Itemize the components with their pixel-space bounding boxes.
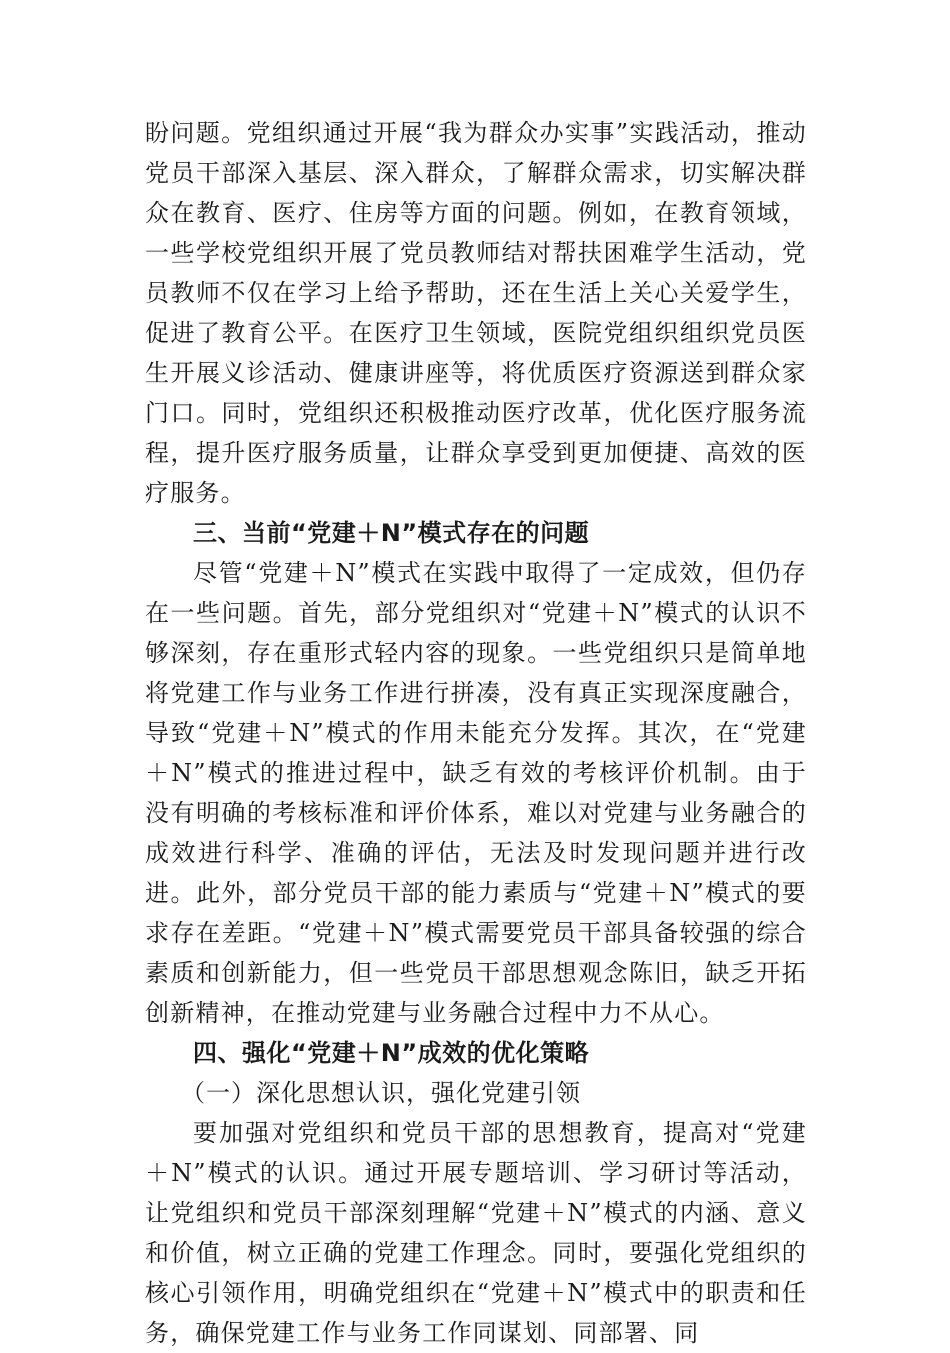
document-page [145,113,807,1353]
section-heading-problems: 三、当前“党建＋N”模式存在的问题 [193,519,590,547]
paragraph-problems: 尽管“党建＋N”模式在实践中取得了一定成效，但仍存在一些问题。首先，部分党组织对“党建＋N”模式的认识不够深刻，存在重形式轻内容的现象。一些党组织只是简单地将党建工作与业务工作进行拼凑，没有真正实现深度融合，导致“党建＋N”模式的作用未能充分发挥。其次，在“党建＋N”模式的推进过程中，缺乏有效的考核评价机制。由于没有明确的考核标准和评价体系，难以对党建与业务融合的成效进行科学、准确的评估，无法及时发现问题并进行改进。此外，部分党员干部的能力素质与“党建＋N”模式的要求存在差距。“党建＋N”模式需要党员干部具备较强的综合素质和创新能力，但一些党员干部思想观念陈旧，缺乏开拓创新精神，在推动党建与业务融合过程中力不从心。 [145,559,807,1027]
paragraph-public-service: 盼问题。党组织通过开展“我为群众办实事”实践活动，推动党员干部深入基层、深入群众，了解群众需求，切实解决群众在教育、医疗、住房等方面的问题。例如，在教育领域，一些学校党组织开展了党员教师结对帮扶困难学生活动，党员教师不仅在学习上给予帮助，还在生活上关心关爱学生，促进了教育公平。在医疗卫生领域，医院党组织组织党员医生开展义诊活动、健康讲座等，将优质医疗资源送到群众家门口。同时，党组织还积极推动医疗改革，优化医疗服务流程，提升医疗服务质量，让群众享受到更加便捷、高效的医疗服务。 [145,119,807,507]
paragraph-ideological-education: 要加强对党组织和党员干部的思想教育，提高对“党建＋N”模式的认识。通过开展专题培训、学习研讨等活动，让党组织和党员干部深刻理解“党建＋N”模式的内涵、意义和价值，树立正确的党建工作理念。同时，要强化党组织的核心引领作用，明确党组织在“党建＋N”模式中的职责和任务，确保党建工作与业务工作同谋划、同部署、同 [145,1119,807,1347]
section-heading-strategies: 四、强化“党建＋N”成效的优化策略 [193,1039,590,1067]
subheading-deepen-understanding: （一）深化思想认识，强化党建引领 [181,1079,581,1107]
